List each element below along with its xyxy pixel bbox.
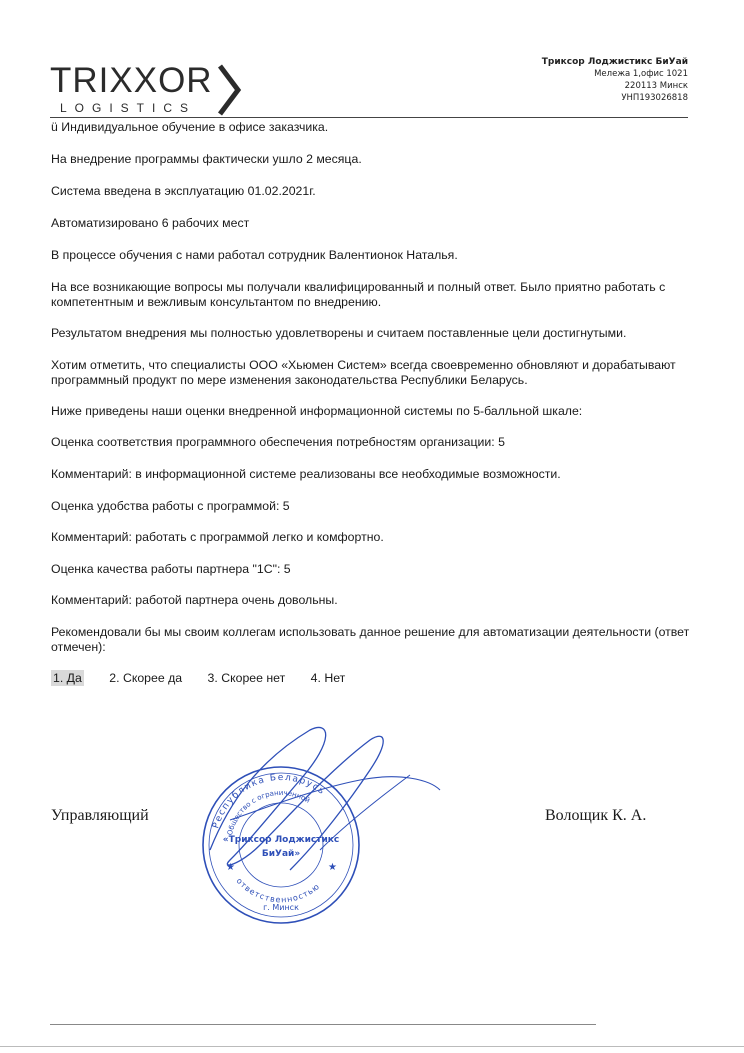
signer-name: Волощик К. А.: [545, 807, 647, 824]
svg-text:★: ★: [328, 862, 337, 873]
company-unp: УНП193026818: [621, 93, 688, 103]
paragraph: На все возникающие вопросы мы получали квалифицированный и полный ответ. Было приятно работать с компетентным и вежливым консультантом по внедрению.: [51, 280, 666, 309]
answer-option: 3. Скорее нет: [207, 671, 286, 685]
stamp-inner-text: Общество с ограниченной: [225, 788, 312, 837]
answer-option: 2. Скорее да: [109, 671, 183, 685]
answer-option: 4. Нет: [310, 671, 346, 685]
stamp-center-line1: «Триксор Лоджистикс: [222, 835, 340, 845]
paragraph: Рекомендовали бы мы своим коллегам использовать данное решение для автоматизации деятельности (ответ отмечен):: [51, 625, 690, 654]
stamp-city: г. Минск: [263, 903, 299, 912]
paragraph: Оценка качества работы партнера "1С": 5: [51, 562, 291, 576]
paragraph: Комментарий: работой партнера очень довольны.: [51, 593, 338, 607]
svg-text:★: ★: [226, 862, 235, 873]
footer-line: [50, 1024, 596, 1025]
stamp-center-line2: БиУай»: [261, 849, 301, 859]
paragraph: Комментарий: работать с программой легко и комфортно.: [51, 530, 384, 544]
logo-main-text: TRIXXOR: [50, 61, 213, 100]
stamp-bottom-text: ответственностью: [234, 876, 322, 905]
answer-options: [51, 671, 367, 685]
company-address-line1: Мележа 1,офис 1021: [594, 69, 688, 79]
logo-sub-text: LOGISTICS: [60, 101, 197, 115]
paragraph: Комментарий: в информационной системе реализованы все необходимые возможности.: [51, 467, 561, 481]
company-details: [542, 56, 688, 104]
paragraph: Автоматизировано 6 рабочих мест: [51, 216, 250, 230]
page-edge-line: [0, 1046, 744, 1047]
company-name: Триксор Лоджистикс БиУай: [541, 57, 688, 67]
company-address-line2: 220113 Минск: [624, 81, 688, 91]
paragraph: ü Индивидуальное обучение в офисе заказчика.: [51, 120, 329, 134]
stamp-outer-text: Республика Беларусь: [211, 772, 328, 830]
logo-chevron-icon: [220, 66, 238, 114]
paragraph: Результатом внедрения мы полностью удовлетворены и считаем поставленные цели достигнутыми.: [51, 326, 627, 340]
paragraph: В процессе обучения с нами работал сотрудник Валентионок Наталья.: [51, 248, 458, 262]
paragraph: На внедрение программы фактически ушло 2 месяца.: [51, 152, 362, 166]
paragraph: Система введена в эксплуатацию 01.02.2021г.: [51, 184, 316, 198]
paragraph: Оценка удобства работы с программой: 5: [51, 499, 290, 513]
trixxor-logo: [50, 60, 250, 116]
header-divider: [50, 117, 688, 118]
paragraph: Ниже приведены наши оценки внедренной информационной системы по 5-балльной шкале:: [51, 404, 583, 418]
paragraph: Хотим отметить, что специалисты ООО «Хьюмен Систем» всегда своевременно обновляют и дорабатывают программный продукт по мере изменения законодательства Республики Беларусь.: [51, 358, 676, 387]
handwritten-signature: [170, 700, 470, 900]
paragraph: Оценка соответствия программного обеспечения потребностям организации: 5: [51, 435, 505, 449]
answer-selected: 1. Да: [53, 671, 82, 685]
signer-position: Управляющий: [51, 807, 149, 824]
